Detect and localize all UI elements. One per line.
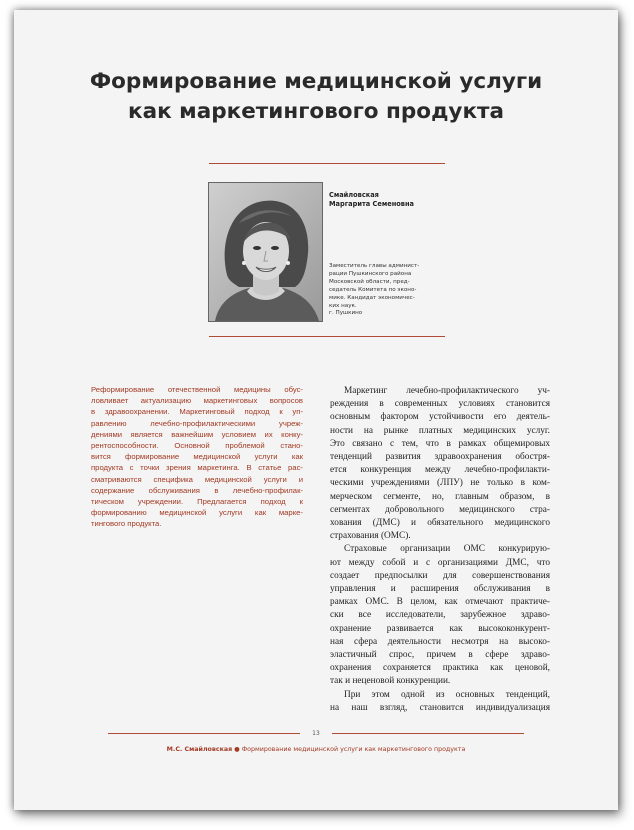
body-line: охранения сохраняется практика как ценовой, [330, 663, 550, 674]
title-line: как маркетингового продукта [127, 99, 505, 124]
author-name-line: Смайловская [329, 191, 379, 199]
article-body [330, 385, 550, 715]
body-line: ности на рынке платных медицинских услуг. [330, 425, 550, 436]
author-photo [208, 182, 323, 322]
body-line: Это связано с тем, что в рамках общемировых [330, 438, 550, 449]
affiliation-line: Московской области, пред- [329, 278, 410, 285]
body-line: Страховые организации ОМС конкурирую- [344, 544, 550, 555]
abstract-line: формированию медицинской услуги как марке- [91, 508, 303, 518]
page-number: 13 [312, 730, 320, 737]
middle-divider [209, 336, 445, 337]
abstract-line: тингового продукта. [91, 519, 162, 529]
article-abstract [91, 384, 303, 530]
abstract-line: продукта с точки зрения маркетинга. В статье рас- [91, 463, 303, 473]
body-line: ется конкуренция между лечебно-профилакти- [330, 465, 550, 476]
body-line: рамках ОМС. В целом, как отмечают практиче- [330, 597, 550, 608]
affiliation-line: седатель Комитета по эконо- [329, 286, 417, 293]
affiliation-line: г. Пушкино [329, 310, 363, 317]
body-line: эластичный спрос, причем в сфере здраво- [330, 650, 550, 661]
author-name-line: Маргарита Семеновна [329, 200, 414, 208]
article-title [14, 67, 618, 127]
body-line: управления и расширения обслуживания в [330, 584, 550, 595]
body-line: создает предпосылки для совершенствования [330, 570, 550, 581]
affiliation-line: мике. Кандидат экономичес- [329, 294, 415, 301]
body-line: При этом одной из основных тенденций, [344, 689, 550, 700]
top-divider [209, 163, 445, 164]
footer-author: М.С. Смайловская [166, 746, 233, 753]
body-line: ная сфера деятельности несмотря на высоко- [330, 636, 550, 647]
abstract-line: тическом учреждении. Предлагается подход к [91, 497, 303, 507]
abstract-line: дениями является важнейшим условием их конку- [91, 429, 303, 439]
bullet-icon: ● [234, 746, 240, 753]
body-line: мерческом сегменте, но, главным образом, в [330, 491, 550, 502]
body-line: страхования (ОМС). [330, 531, 411, 542]
body-line: ческими учреждениями (ЛПУ) не только в ком- [330, 478, 550, 489]
body-line: на наш взгляд, становится индивидуализация [330, 702, 550, 713]
body-line: Маркетинг лечебно-профилактического уч- [344, 386, 550, 396]
abstract-line: равлению лечебно-профилактическими учреж- [91, 418, 303, 428]
affiliation-line: ких наук. [329, 302, 357, 309]
abstract-line: содержание обслуживания в лечебно-профилак- [91, 485, 303, 495]
body-line: так и неценовой конкуренции. [330, 676, 451, 687]
body-line: сегментах добровольного медицинского стра- [330, 504, 550, 515]
author-affiliation [329, 263, 437, 318]
affiliation-line: Заместитель главы админист- [329, 263, 420, 269]
abstract-line: сматриваются специфика медицинской услуги и [91, 474, 303, 484]
abstract-line: Реформирование отечественной медицины обус- [91, 385, 303, 394]
body-line: реждения в современных условиях становится [330, 399, 550, 410]
body-line: тенденций развития здравоохранения обостря- [330, 452, 550, 463]
title-line: Формирование медицинской услуги [89, 69, 543, 94]
footer-title: Формирование медицинской услуги как маркетингового продукта [241, 746, 466, 753]
body-line: ски все исследователи, зарубежное здраво- [330, 610, 550, 621]
footer-divider-right [332, 733, 524, 734]
body-line: ют между собой и с организациями ДМС, что [330, 557, 550, 568]
body-line: охранение развивается как высококонкурент- [330, 623, 550, 634]
abstract-line: в здравоохранении. Маркетинговый подход к уп- [91, 407, 303, 417]
abstract-line: ловливает актуализацию маркетинговых вопросов [91, 396, 303, 406]
footer-divider-left [108, 733, 300, 734]
author-name [329, 191, 414, 209]
abstract-line: вится формирование медицинской услуги как [91, 452, 303, 462]
journal-page [14, 10, 618, 810]
affiliation-line: рации Пушкинского района [329, 270, 412, 277]
abstract-line: рентоспособности. Основной проблемой стано- [91, 441, 303, 451]
body-line: основным фактором устойчивости его деятель- [330, 412, 550, 423]
running-footer [14, 746, 618, 753]
body-line: хования (ДМС) и обязательного медицинского [330, 518, 550, 529]
